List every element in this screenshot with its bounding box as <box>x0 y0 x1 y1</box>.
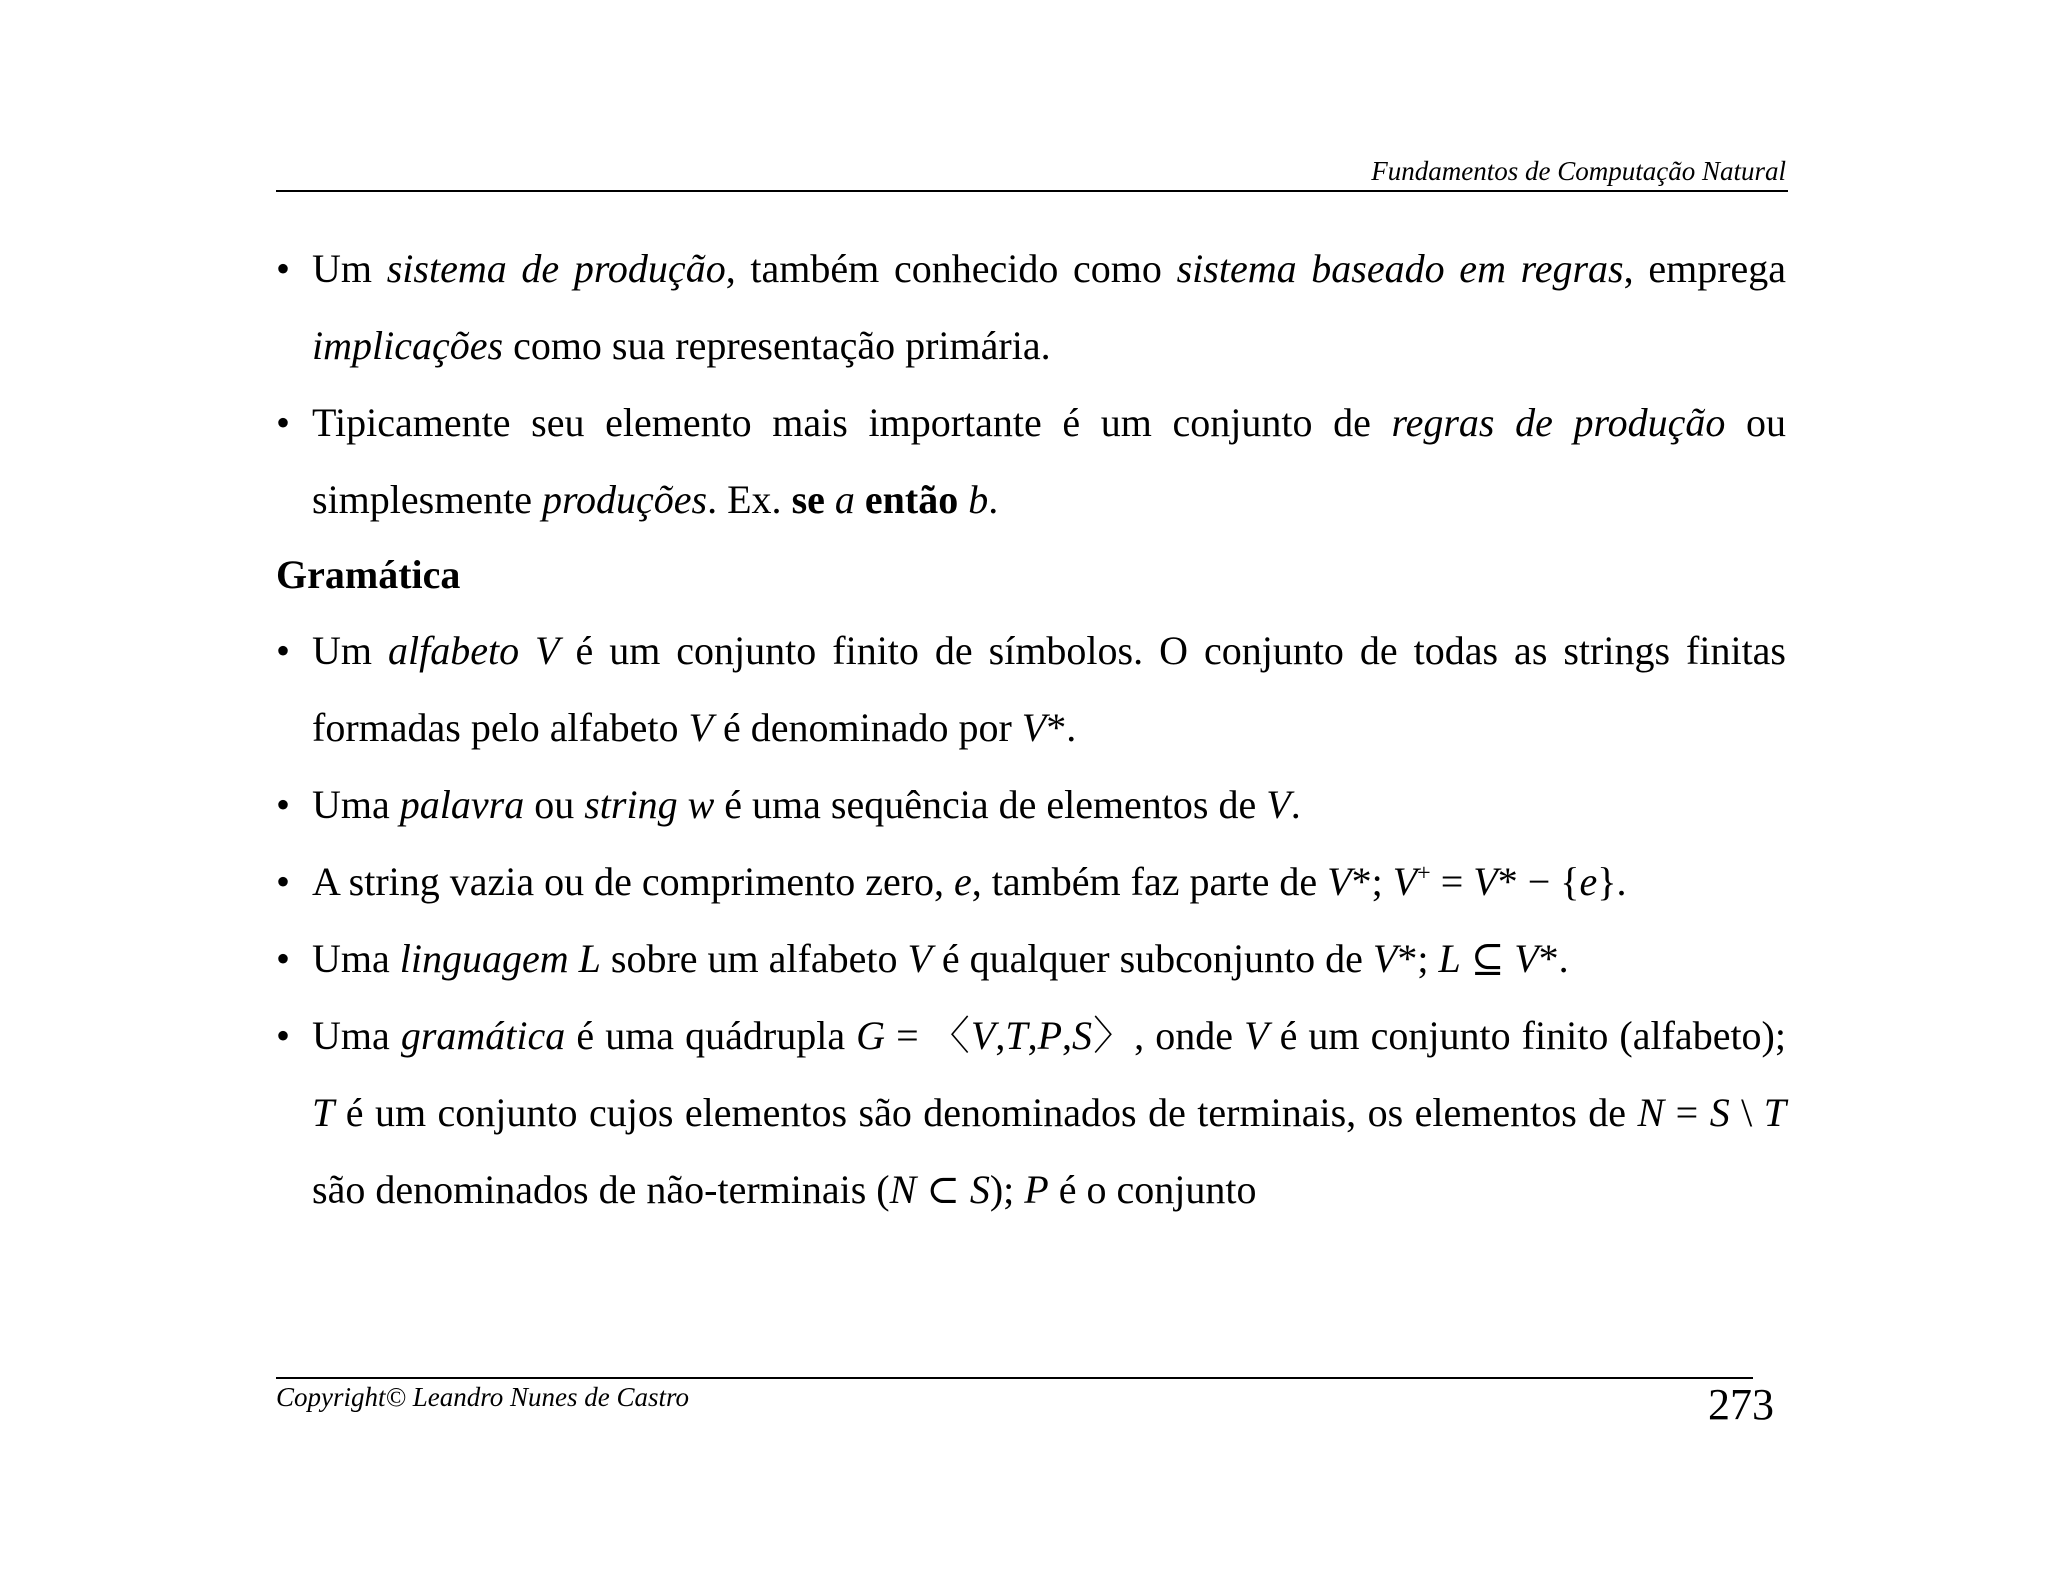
text-run: é um conjunto finito (alfabeto); <box>1268 1013 1786 1058</box>
text-run: \ <box>1729 1090 1764 1135</box>
page-header <box>276 148 1788 192</box>
text-run: se <box>791 477 825 522</box>
text-run: V <box>1514 936 1539 981</box>
text-run: sistema baseado em regras <box>1176 246 1624 291</box>
text-run: V <box>1244 1013 1269 1058</box>
text-run: a <box>834 477 855 522</box>
text-run: ou simplesmente <box>312 400 1786 522</box>
text-run: A string vazia ou de comprimento zero, <box>312 859 955 904</box>
text-run: *. <box>1538 936 1569 981</box>
text-run: é um conjunto finito de símbolos. O conjunto de todas as strings finitas formadas pelo alfabeto <box>312 628 1786 750</box>
text-run: é o conjunto <box>1048 1167 1257 1212</box>
text-run <box>825 477 835 522</box>
text-run: produções <box>541 477 708 522</box>
text-run: , emprega <box>1623 246 1787 291</box>
text-run: G <box>856 1013 886 1058</box>
running-header-title: Fundamentos de Computação Natural <box>1371 156 1786 186</box>
bullet-item <box>276 997 1786 1228</box>
text-run: é um conjunto cujos elementos são denominados de terminais, os elementos de <box>334 1090 1638 1135</box>
text-run: V <box>1021 705 1047 750</box>
bullet-item <box>276 230 1786 384</box>
text-run: V <box>1372 936 1398 981</box>
text-run: ⊆ <box>1460 936 1515 981</box>
text-run: *; <box>1397 936 1439 981</box>
text-run: T <box>312 1090 335 1135</box>
text-run: ou <box>524 782 585 827</box>
text-run: , também conhecido como <box>725 246 1177 291</box>
bullet-dot: • <box>276 859 291 904</box>
text-run: = 〈 <box>885 1013 971 1058</box>
text-run: S <box>1072 1013 1092 1058</box>
text-run: alfabeto V <box>387 628 560 673</box>
text-run: V <box>970 1013 996 1058</box>
text-run: e <box>954 859 972 904</box>
text-run: , também faz parte de <box>971 859 1328 904</box>
text-run: Uma <box>312 1013 401 1058</box>
text-run: . Ex. <box>707 477 792 522</box>
bullet-item <box>276 843 1786 920</box>
text-run: Uma <box>312 936 400 981</box>
text-run: regras de produção <box>1391 400 1726 445</box>
text-run: L <box>1438 936 1461 981</box>
bullet-item <box>276 920 1786 997</box>
text-run: , <box>1027 1013 1038 1058</box>
text-run: sistema de produção <box>386 246 726 291</box>
text-run: }. <box>1597 859 1627 904</box>
text-run: Um <box>312 628 388 673</box>
text-run: sobre um alfabeto <box>600 936 908 981</box>
text-run: 〉, onde <box>1092 1013 1245 1058</box>
text-run: . <box>1290 782 1301 827</box>
text-run: T <box>1005 1013 1028 1058</box>
text-run: = <box>1664 1090 1710 1135</box>
bullet-dot: • <box>276 400 291 445</box>
text-run: + <box>1417 860 1431 887</box>
text-run <box>958 477 968 522</box>
text-run: é denominado por <box>712 705 1022 750</box>
text-run: implicações <box>312 323 504 368</box>
bullet-dot: • <box>276 936 291 981</box>
text-run: como sua representação primária. <box>503 323 1051 368</box>
bullet-dot: • <box>276 628 291 673</box>
text-run: string w <box>584 782 715 827</box>
text-run: V <box>1327 859 1352 904</box>
text-run: V <box>1473 859 1498 904</box>
text-run: ⊂ <box>916 1167 970 1212</box>
text-run: N <box>889 1167 917 1212</box>
text-run: V <box>907 936 932 981</box>
bullet-item <box>276 766 1786 843</box>
text-run: e <box>1579 859 1598 904</box>
text-run: então <box>864 477 959 522</box>
text-run: ); <box>989 1167 1025 1212</box>
text-run: N <box>1637 1090 1665 1135</box>
text-run: gramática <box>400 1013 566 1058</box>
text-run: V <box>1392 859 1418 904</box>
text-run: P <box>1024 1167 1049 1212</box>
copyright-notice: Copyright© Leandro Nunes de Castro <box>276 1382 690 1412</box>
text-run: V <box>1266 782 1291 827</box>
text-run: b <box>968 477 989 522</box>
page-number: 273 <box>1708 1380 1774 1429</box>
text-run: linguagem L <box>399 936 601 981</box>
bullet-dot: • <box>276 1013 291 1058</box>
text-run: é uma quádrupla <box>565 1013 857 1058</box>
bullet-item <box>276 612 1786 766</box>
text-run: S <box>969 1167 990 1212</box>
bullet-dot: • <box>276 782 291 827</box>
text-run: T <box>1763 1090 1786 1135</box>
text-run: S <box>1709 1090 1730 1135</box>
text-run: = <box>1430 859 1474 904</box>
text-run: Tipicamente seu elemento mais importante é um conjunto de <box>312 400 1392 445</box>
text-run <box>855 477 865 522</box>
bullet-item <box>276 384 1786 538</box>
bullet-list-grammar <box>276 612 1786 1228</box>
text-run: , <box>1062 1013 1072 1058</box>
text-run: palavra <box>399 782 525 827</box>
text-run: é uma sequência de elementos de <box>714 782 1267 827</box>
text-run: V <box>688 705 713 750</box>
text-run: * − { <box>1497 859 1580 904</box>
text-run: . <box>988 477 999 522</box>
text-run: *; <box>1351 859 1393 904</box>
page-footer <box>276 1377 1774 1429</box>
text-run: é qualquer subconjunto de <box>931 936 1373 981</box>
page-body <box>276 230 1786 1228</box>
text-run: são denominados de não-terminais ( <box>312 1167 890 1212</box>
bullet-dot: • <box>276 246 291 291</box>
text-run: Uma <box>312 782 400 827</box>
text-run: Um <box>312 246 387 291</box>
text-run: *. <box>1046 705 1077 750</box>
text-run: P <box>1037 1013 1062 1058</box>
bullet-list-intro <box>276 230 1786 538</box>
text-run: , <box>995 1013 1006 1058</box>
section-heading: Gramática <box>276 552 461 597</box>
